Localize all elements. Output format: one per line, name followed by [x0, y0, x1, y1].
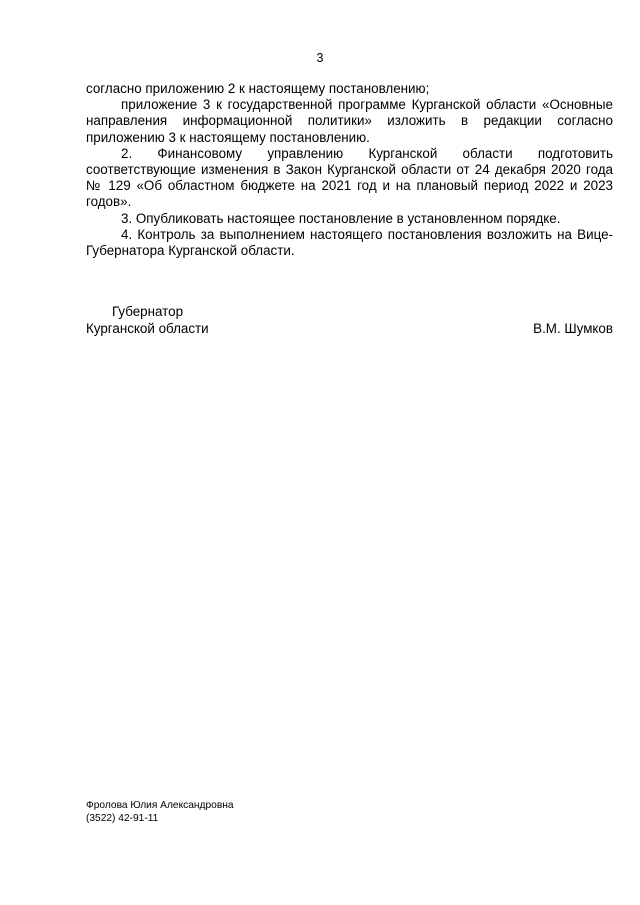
paragraph-appendix-3: приложение 3 к государственной программе Курганской области «Основные направления информационной политики» изложить в редакции согласно приложению 3 к настоящему постановлению. — [86, 97, 613, 145]
signature-block — [86, 304, 613, 337]
executor-phone: (3522) 42-91-11 — [86, 812, 159, 824]
executor-footer — [86, 800, 234, 825]
document-body — [86, 81, 613, 259]
paragraph-item-3: 3. Опубликовать настоящее постановление в установленном порядке. — [121, 210, 561, 226]
paragraph-item-4: 4. Контроль за выполнением настоящего постановления возложить на Вице-Губернатора Курганской области. — [86, 226, 613, 259]
signatory-title: Губернатор — [112, 304, 184, 319]
signatory-name: В.М. Шумков — [533, 320, 613, 336]
signatory-region: Курганской области — [86, 320, 209, 336]
page-number: 3 — [316, 51, 324, 65]
signature-row — [86, 321, 613, 338]
executor-name: Фролова Юлия Александровна — [86, 800, 234, 811]
paragraph-item-2: 2. Финансовому управлению Курганской области подготовить соответствующие изменения в Закон Курганской области от 24 декабря 2020 года № 129 «Об областном бюджете на 2021 год и на плановый период 2022 и 2023 годов». — [86, 145, 613, 210]
paragraph-continuation: согласно приложению 2 к настоящему постановлению; — [86, 81, 430, 96]
